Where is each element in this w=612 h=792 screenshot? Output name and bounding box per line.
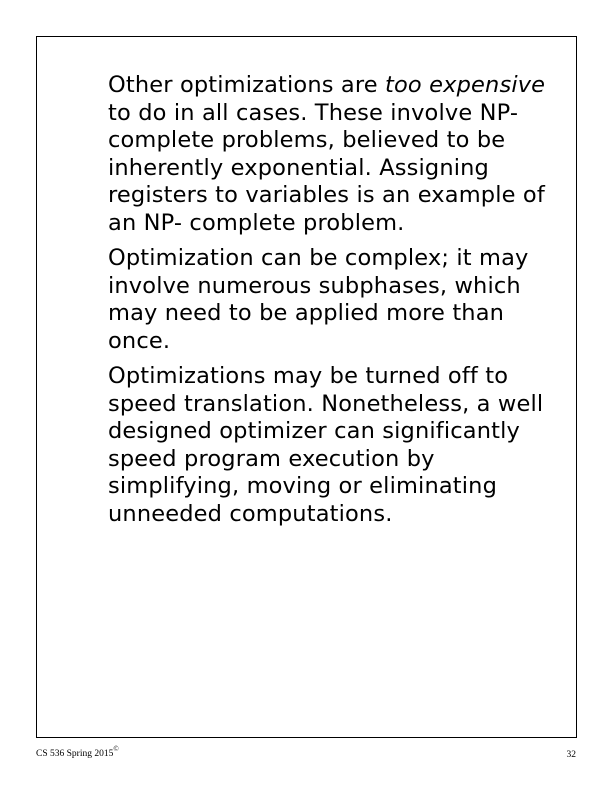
text-segment: Other optimizations are bbox=[108, 72, 386, 98]
text-segment: Optimization can be complex; it may involve numerous subphases, which may need to be applied more than once. bbox=[108, 245, 529, 354]
paragraph-expensive-optimizations bbox=[108, 72, 548, 237]
footer-course-label bbox=[36, 745, 119, 759]
course-term-text: CS 536 Spring 2015 bbox=[36, 749, 114, 759]
text-segment: to do in all cases. These involve NP- complete problems, believed to be inherently exponential. Assigning registers to variables is an example of an NP- complete problem. bbox=[108, 99, 545, 236]
paragraph-complex-optimization bbox=[108, 245, 548, 355]
page-number: 32 bbox=[566, 750, 576, 760]
text-segment: Optimizations may be turned off to speed translation. Nonetheless, a well designed optimizer can significantly speed program execution by simplifying, moving or eliminating unneeded computations. bbox=[108, 363, 544, 527]
slide-body bbox=[108, 72, 548, 528]
copyright-icon: © bbox=[113, 745, 119, 753]
paragraph-turned-off-optimizations bbox=[108, 363, 548, 528]
emphasis-too-expensive: too expensive bbox=[385, 72, 546, 98]
